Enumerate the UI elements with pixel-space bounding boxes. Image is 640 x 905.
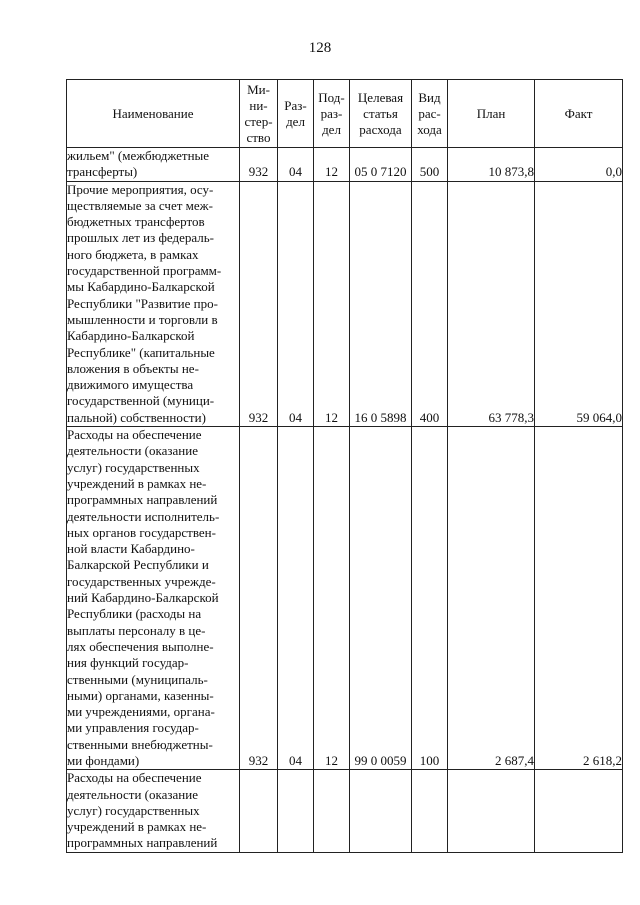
table-row	[67, 148, 623, 182]
row-fact	[535, 770, 623, 852]
header-plan: План	[448, 80, 535, 148]
header-ministry: Ми- ни- стер- ство	[240, 80, 278, 148]
row-plan: 10 873,8	[448, 148, 535, 182]
row-expense-type: 500	[412, 148, 448, 182]
row-expense-type: 400	[412, 181, 448, 426]
row-subsection: 12	[314, 148, 350, 182]
row-fact: 0,0	[535, 148, 623, 182]
row-plan: 63 778,3	[448, 181, 535, 426]
table-row	[67, 427, 623, 770]
row-name: Расходы на обеспечение деятельности (оказание услуг) государственных учреждений в рамках не- программных направлений деятельности исполнитель- ных органов государствен- ной власти Кабардино- Балкарской Республики и государственных учрежде- ний Кабардино-Балкарской Республики (расходы на выплаты персоналу в це- лях обеспечения выполне- ния функций государ- ственными (муниципаль- ными) органами, казенны- ми учреждениями, органа- ми управления государ- ственными внебюджетны- ми фондами)	[67, 427, 240, 770]
row-target-article	[350, 770, 412, 852]
row-section: 04	[278, 148, 314, 182]
header-name: Наименование	[67, 80, 240, 148]
row-section: 04	[278, 427, 314, 770]
header-section: Раз- дел	[278, 80, 314, 148]
row-expense-type: 100	[412, 427, 448, 770]
header-subsection: Под- раз- дел	[314, 80, 350, 148]
row-ministry: 932	[240, 148, 278, 182]
table-row	[67, 181, 623, 426]
row-name: Расходы на обеспечение деятельности (оказание услуг) государственных учреждений в рамках не- программных направлений	[67, 770, 240, 852]
row-ministry	[240, 770, 278, 852]
row-fact: 2 618,2	[535, 427, 623, 770]
row-plan: 2 687,4	[448, 427, 535, 770]
row-ministry: 932	[240, 181, 278, 426]
row-plan	[448, 770, 535, 852]
row-target-article: 05 0 7120	[350, 148, 412, 182]
row-target-article: 16 0 5898	[350, 181, 412, 426]
row-name: жильем" (межбюджетные трансферты)	[67, 148, 240, 182]
row-target-article: 99 0 0059	[350, 427, 412, 770]
row-subsection: 12	[314, 427, 350, 770]
row-ministry: 932	[240, 427, 278, 770]
row-subsection: 12	[314, 181, 350, 426]
header-expense-type: Вид рас- хода	[412, 80, 448, 148]
header-target-article: Целевая статья расхода	[350, 80, 412, 148]
table-row	[67, 770, 623, 852]
row-section: 04	[278, 181, 314, 426]
table-header-row	[67, 80, 623, 148]
row-fact: 59 064,0	[535, 181, 623, 426]
row-section	[278, 770, 314, 852]
row-subsection	[314, 770, 350, 852]
row-expense-type	[412, 770, 448, 852]
header-fact: Факт	[535, 80, 623, 148]
budget-table	[66, 79, 623, 853]
row-name: Прочие мероприятия, осу- ществляемые за счет меж- бюджетных трансфертов прошлых лет из федераль- ного бюджета, в рамках государственной программ- мы Кабардино-Балкарской Республики "Развитие про- мышленности и торговли в Кабардино-Балкарской Республике" (капитальные вложения в объекты не- движимого имущества государственной (муници- пальной) собственности)	[67, 181, 240, 426]
page-number: 128	[308, 40, 332, 56]
